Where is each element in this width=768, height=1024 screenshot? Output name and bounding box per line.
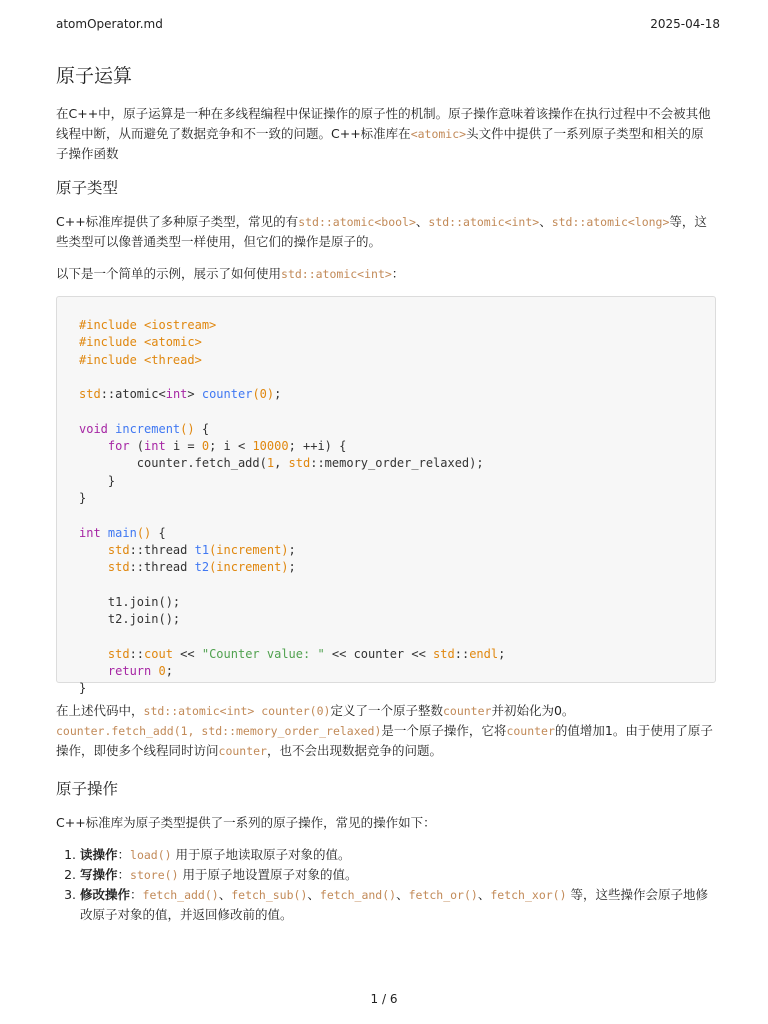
section-heading-ops: 原子操作: [56, 780, 119, 798]
op-sep: 、: [307, 887, 320, 902]
code-token: int: [79, 525, 101, 540]
types-code-int: std::atomic<int>: [428, 215, 540, 229]
op-label: 读操作: [80, 847, 118, 862]
explain-text: 是一个原子操作，它将: [381, 723, 507, 738]
explain-paragraph: [56, 701, 716, 761]
list-item: [80, 865, 716, 885]
code-token: {: [151, 525, 166, 540]
op-text: 用于原子地设置原子对象的值。: [178, 867, 358, 882]
code-token: ::thread: [129, 560, 195, 575]
code-token: ;: [288, 560, 296, 575]
example-paragraph: [56, 264, 716, 284]
code-token: t2.join();: [79, 612, 181, 627]
code-token: counter: [201, 387, 253, 402]
explain-text: 的值增加1。由于使用了原子操作，即使多个线程同时访问: [56, 723, 713, 758]
code-line: #include <thread>: [79, 352, 202, 367]
op-sep: 、: [396, 887, 409, 902]
explain-text: 并初始化为0。: [491, 703, 575, 718]
code-token: ; ++i) {: [288, 439, 347, 454]
intro-text-b: 头文件中提供了一系列原子类型和相关的原子操作函数: [56, 126, 704, 161]
code-token: }: [79, 490, 87, 505]
types-paragraph: [56, 212, 716, 252]
op-sep: 、: [477, 887, 491, 902]
code-token: ;: [274, 387, 282, 402]
page-title: 原子运算: [56, 65, 133, 87]
explain-text: 在上述代码中，: [56, 703, 144, 718]
op-colon: ：: [117, 867, 131, 882]
code-token: ; i <: [209, 439, 253, 454]
code-token: return: [79, 663, 152, 678]
example-text-b: ：: [391, 266, 405, 281]
code-token: main: [100, 525, 137, 540]
explain-code: counter.fetch_add(1, std::memory_order_relaxed): [56, 724, 382, 738]
code-token: t2: [194, 560, 210, 575]
document-filename: atomOperator.md: [56, 17, 163, 31]
code-token: }: [79, 681, 87, 696]
op-code: fetch_and(): [319, 888, 397, 902]
code-token: ::: [454, 646, 470, 661]
op-code: fetch_add(): [142, 888, 219, 902]
code-token: (increment): [209, 542, 289, 557]
explain-code: counter: [442, 704, 492, 718]
code-token: 0: [201, 439, 210, 454]
op-colon: ：: [117, 847, 131, 862]
page-number: 1 / 6: [370, 992, 398, 1006]
code-listing: [79, 317, 693, 698]
code-line: #include <atomic>: [79, 335, 202, 350]
intro-paragraph: [56, 104, 716, 164]
code-token: for: [79, 439, 130, 454]
document-date: 2025-04-18: [650, 17, 720, 31]
code-token: << counter <<: [324, 646, 434, 661]
example-code: std::atomic<int>: [281, 267, 392, 281]
code-token: (increment): [209, 560, 289, 575]
ops-list: [56, 845, 716, 925]
code-token: (): [180, 421, 195, 436]
code-token: std: [79, 646, 130, 661]
code-token: int: [144, 439, 166, 454]
code-token: counter.fetch_add(: [79, 456, 267, 471]
explain-code: counter: [506, 724, 555, 738]
document-body: [56, 62, 716, 925]
list-item: [80, 845, 716, 865]
code-token: (): [136, 525, 152, 540]
types-sep2: 、: [539, 214, 552, 229]
types-text-a: C++标准库提供了多种原子类型，常见的有: [56, 214, 299, 229]
code-token: (: [129, 439, 145, 454]
code-token: ;: [165, 663, 173, 678]
code-token: void: [79, 421, 108, 436]
code-token: std: [288, 456, 311, 471]
op-code: store(): [130, 868, 179, 882]
code-token: 0: [158, 663, 166, 678]
code-token: std: [79, 560, 130, 575]
op-code: fetch_or(): [408, 888, 478, 902]
code-block: [56, 296, 716, 696]
code-token: (0): [252, 387, 275, 402]
types-text-b: 等，这些类型可以像普通类型一样使用，但它们的操作是原子的。: [56, 214, 707, 249]
code-token: <<: [172, 646, 202, 661]
explain-code: std::atomic<int> counter(0): [143, 704, 331, 718]
op-colon: ：: [130, 887, 143, 902]
code-token: 1: [266, 456, 275, 471]
code-token: t1.join();: [79, 594, 181, 609]
code-token: ::atomic<: [100, 387, 166, 402]
code-token: {: [194, 421, 210, 436]
code-token: ;: [498, 646, 506, 661]
op-code: fetch_sub(): [231, 888, 308, 902]
code-token: std: [79, 542, 130, 557]
code-token: i =: [165, 439, 202, 454]
types-sep1: 、: [415, 214, 429, 229]
list-item: [80, 885, 716, 925]
code-token: endl: [469, 646, 499, 661]
op-sep: 、: [218, 887, 232, 902]
code-token: cout: [144, 646, 173, 661]
code-line: #include <iostream>: [79, 318, 217, 332]
types-code-bool: std::atomic<bool>: [298, 215, 416, 229]
ops-intro: C++标准库为原子类型提供了一系列的原子操作，常见的操作如下：: [56, 815, 436, 830]
types-code-long: std::atomic<long>: [551, 215, 670, 229]
code-token: t1: [194, 542, 210, 557]
op-text: 用于原子地读取原子对象的值。: [171, 847, 351, 862]
code-token: std: [433, 646, 455, 661]
op-label: 写操作: [80, 867, 118, 882]
explain-code: counter: [218, 744, 267, 758]
op-code: fetch_xor(): [490, 888, 567, 902]
code-token: increment: [107, 421, 181, 436]
code-token: "Counter value: ": [201, 646, 325, 661]
code-token: }: [79, 473, 116, 488]
code-token: ::thread: [129, 542, 195, 557]
code-token: ,: [274, 456, 289, 471]
code-token: ::memory_order_relaxed);: [310, 456, 484, 471]
section-heading-types: 原子类型: [56, 179, 119, 197]
code-token: ::: [129, 646, 145, 661]
intro-code: <atomic>: [410, 127, 467, 141]
code-token: 10000: [252, 439, 289, 454]
explain-text: 定义了一个原子整数: [330, 703, 443, 718]
code-token: std: [79, 387, 101, 402]
intro-text-a: 在C++中，原子运算是一种在多线程编程中保证操作的原子性的机制。原子操作意味着该操作在执行过程中不会被其他线程中断，从而避免了数据竞争和不一致的问题。C++标准库在: [56, 106, 711, 141]
op-code: load(): [130, 848, 172, 862]
op-label: 修改操作: [80, 887, 131, 902]
code-token: ;: [288, 542, 296, 557]
example-text-a: 以下是一个简单的示例，展示了如何使用: [56, 266, 282, 281]
code-token: int: [165, 387, 188, 402]
op-text: 等，这些操作会原子地修改原子对象的值，并返回修改前的值。: [80, 887, 709, 922]
explain-text: ，也不会出现数据竞争的问题。: [266, 743, 442, 758]
code-token: >: [187, 387, 202, 402]
